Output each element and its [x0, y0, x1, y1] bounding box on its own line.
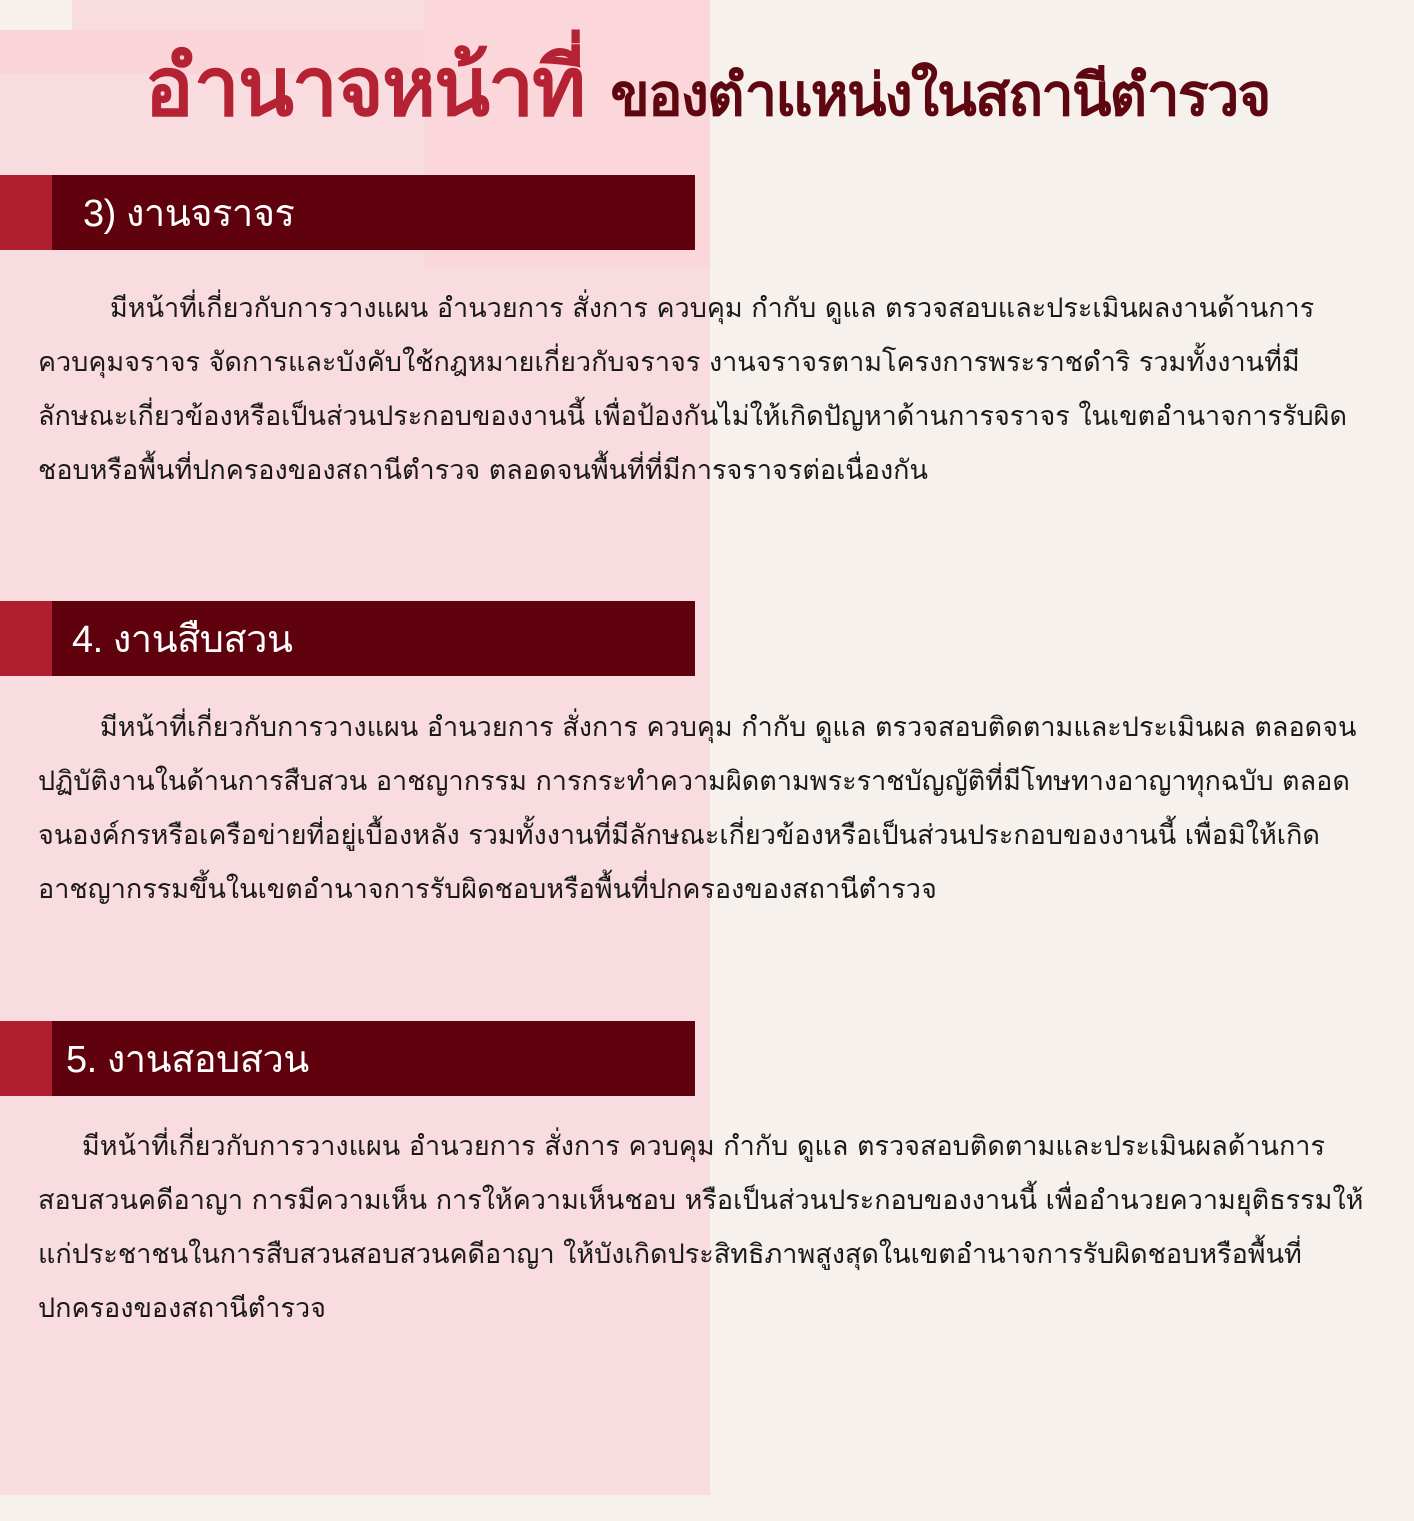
background-top-strip [0, 0, 72, 30]
section-header-accent [0, 175, 52, 250]
section-header-traffic [0, 175, 695, 250]
section-heading-inquiry: 5. งานสอบสวน [52, 1021, 695, 1096]
page-title [0, 28, 1414, 148]
section-header-investigation [0, 601, 695, 676]
section-header-inquiry [0, 1021, 695, 1096]
section-heading-investigation: 4. งานสืบสวน [52, 601, 695, 676]
section-body-inquiry: มีหน้าที่เกี่ยวกับการวางแผน อำนวยการ สั่งการ ควบคุม กำกับ ดูแล ตรวจสอบติดตามและประเมินผลด้านการสอบสวนคดีอาญา การมีความเห็น การให้ความเห็นชอบ หรือเป็นส่วนประกอบของงานนี้ เพื่ออำนวยความยุติธรรมให้แก่ประชาชนในการสืบสวนสอบสวนคดีอาญา ให้บังเกิดประสิทธิภาพสูงสุดในเขตอำนาจการรับผิดชอบหรือพื้นที่ปกครองของสถานีตำรวจ [38, 1131, 1364, 1324]
page-title-main: อำนาจหน้าที่ [144, 40, 585, 135]
section-body-investigation: มีหน้าที่เกี่ยวกับการวางแผน อำนวยการ สั่งการ ควบคุม กำกับ ดูแล ตรวจสอบติดตามและประเมินผล ตลอดจนปฏิบัติงานในด้านการสืบสวน อาชญากรรม การกระทำความผิดตามพระราชบัญญัติที่มีโทษทางอาญาทุกฉบับ ตลอดจนองค์กรหรือเครือข่ายที่อยู่เบื้องหลัง รวมทั้งงานที่มีลักษณะเกี่ยวข้องหรือเป็นส่วนประกอบของงานนี้ เพื่อมิให้เกิดอาชญากรรมขึ้นในเขตอำนาจการรับผิดชอบหรือพื้นที่ปกครองของสถานีตำรวจ [38, 712, 1357, 905]
section-header-accent [0, 1021, 52, 1096]
page-title-sub: ของตำแหน่งในสถานีตำรวจ [610, 61, 1270, 129]
section-header-accent [0, 601, 52, 676]
section-heading-traffic: 3) งานจราจร [52, 175, 695, 250]
section-body-traffic: มีหน้าที่เกี่ยวกับการวางแผน อำนวยการ สั่งการ ควบคุม กำกับ ดูแล ตรวจสอบและประเมินผลงานด้านการควบคุมจราจร จัดการและบังคับใช้กฎหมายเกี่ยวกับจราจร งานจราจรตามโครงการพระราชดำริ รวมทั้งงานที่มีลักษณะเกี่ยวข้องหรือเป็นส่วนประกอบของงานนี้ เพื่อป้องกันไม่ให้เกิดปัญหาด้านการจราจร ในเขตอำนาจการรับผิดชอบหรือพื้นที่ปกครองของสถานีตำรวจ ตลอดจนพื้นที่ที่มีการจราจรต่อเนื่องกัน [38, 293, 1348, 486]
